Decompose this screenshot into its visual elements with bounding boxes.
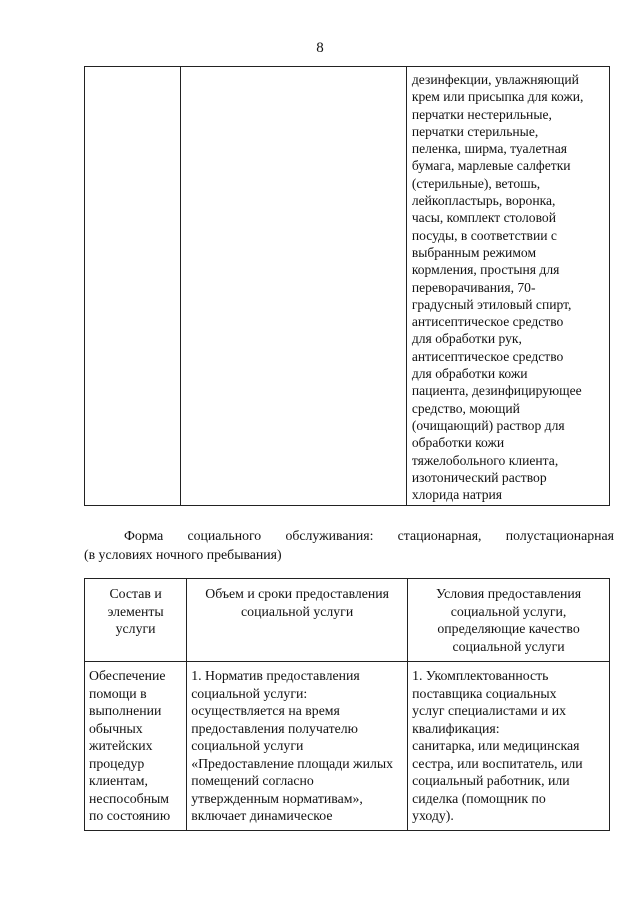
service-form-line1: Форма социального обслуживания: стационарная, полустационарная [124,528,614,543]
conditions-text: дезинфекции, увлажняющий крем или присыпка для кожи, перчатки нестерильные, перчатки стерильные, пеленка, ширма, туалетная бумага, марлевые салфетки (стерильные), ветошь, лейкопластырь, воронка, часы, комплект столовой посуды, в соответствии с выбранным режимом кормления, простыня для переворачивания, 70- градусный этиловый спирт, антисептическое средство для обработки рук, антисептическое средство для обработки кожи пациента, дезинфицирующее средство, моющий (очищающий) раствор для обработки кожи тяжелобольного клиента, изотонический раствор хлорида натрия [411,72,584,503]
header-volume: Объем и сроки предоставления социальной услуги [187,579,408,662]
table-row [85,662,610,831]
service-form-line2: (в условиях ночного пребывания) [84,547,282,562]
cell-composition [85,67,181,506]
service-table [84,578,610,831]
cell-volume [181,67,407,506]
continuation-table [84,66,610,506]
page-number: 8 [316,40,324,56]
service-form-paragraph [84,526,614,564]
table-header-row [85,579,610,662]
cell-composition: Обеспечение помощи в выполнении обычных житейских процедур клиентам, неспособным по состоянию [85,662,187,831]
cell-conditions [406,67,609,506]
header-conditions: Условия предоставления социальной услуги, определяющие качество социальной услуги [408,579,610,662]
table-row [85,67,610,506]
header-composition: Состав и элементы услуги [85,579,187,662]
cell-conditions: 1. Укомплектованность поставщика социальных услуг специалистами и их квалификация: санитарка, или медицинская сестра, или воспитатель, или социальный работник, или сиделка (помощник по уходу). [408,662,610,831]
cell-volume: 1. Норматив предоставления социальной услуги: осуществляется на время предоставления получателю социальной услуги «Предоставление площади жилых помещений согласно утвержденным нормативам», включает динамическое [187,662,408,831]
